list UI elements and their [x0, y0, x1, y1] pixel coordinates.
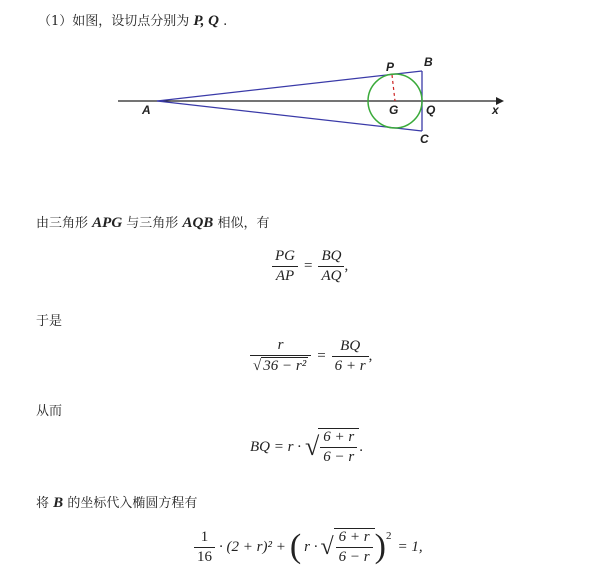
radius-PG — [392, 75, 395, 101]
equals-sign: = — [317, 347, 326, 364]
inner-r: r · — [304, 538, 318, 555]
right-paren: ) — [374, 528, 386, 565]
tangent-points: P, Q — [193, 13, 219, 29]
line1-mid: 与三角形 — [126, 216, 179, 231]
numerator-6-plus-r: 6 + r — [336, 529, 373, 548]
numerator-PG: PG — [272, 248, 298, 267]
header-text: （1）如图，设切点分别为 — [38, 14, 190, 29]
denominator-6-minus-r: 6 − r — [323, 449, 355, 465]
triangle-AQB: AQB — [182, 215, 214, 231]
denominator-AP: AP — [275, 268, 295, 284]
fraction-BQ-6r — [332, 338, 369, 375]
rhs-equals-1: = 1, — [397, 538, 423, 555]
fraction-PG-AP — [272, 248, 298, 285]
comma: , — [368, 347, 373, 364]
middle-term: · (2 + r)² + — [219, 538, 286, 555]
fraction-1-16 — [194, 529, 215, 566]
fraction-6r — [336, 529, 373, 566]
denominator-16: 16 — [197, 548, 212, 565]
label-B: B — [424, 55, 433, 69]
header-end: . — [223, 14, 228, 29]
therefore-text: 于是 — [36, 314, 63, 329]
equation-BQ — [250, 428, 363, 466]
label-x: x — [492, 103, 499, 117]
denominator-sqrt: √ 36 − r² — [253, 358, 307, 374]
numerator-BQ: BQ — [318, 248, 344, 267]
numerator-6-plus-r: 6 + r — [320, 429, 357, 448]
numerator-1: 1 — [194, 529, 215, 548]
exponent-2: 2 — [385, 530, 392, 542]
sqrt-36-r2: 36 − r² — [263, 358, 307, 374]
sqrt-symbol: √ — [304, 432, 320, 461]
label-P: P — [386, 60, 395, 74]
segment-AC — [157, 101, 422, 131]
line4-post: 的坐标代入椭圆方程有 — [67, 496, 198, 511]
numerator-r: r — [250, 337, 311, 356]
numerator-BQ: BQ — [332, 338, 369, 357]
label-A: A — [142, 103, 151, 117]
equation-ratio — [272, 248, 348, 285]
sqrt-body — [334, 528, 375, 566]
triangle-APG: APG — [92, 215, 123, 231]
sqrt-symbol: √ — [320, 533, 334, 560]
denominator-6-minus-r: 6 − r — [338, 549, 370, 565]
substitution-statement — [36, 492, 197, 512]
line4-pre: 将 — [36, 496, 50, 511]
line1-pre: 由三角形 — [36, 216, 89, 231]
geometry-figure — [0, 0, 600, 170]
fraction-BQ-AQ — [318, 248, 344, 285]
left-paren: ( — [289, 528, 302, 565]
equation-ellipse — [194, 528, 423, 566]
period: . — [359, 438, 363, 455]
denominator-6-plus-r: 6 + r — [334, 357, 366, 374]
label-Q: Q — [426, 103, 436, 117]
equals-sign: = — [304, 258, 313, 274]
comma: , — [344, 258, 349, 274]
line1-post: 相似，有 — [217, 216, 270, 231]
label-G: G — [389, 103, 399, 117]
fraction-6r — [320, 429, 357, 466]
denominator-AQ: AQ — [321, 268, 342, 284]
point-B: B — [53, 495, 64, 511]
equation-radius — [250, 337, 372, 375]
label-C: C — [420, 132, 429, 146]
BQ-lhs: BQ = r · — [250, 438, 301, 455]
hence-text: 从而 — [36, 404, 63, 419]
similarity-statement — [36, 212, 269, 232]
segment-AB — [157, 71, 422, 101]
sqrt-body — [318, 428, 359, 466]
fraction-r-sqrt — [250, 337, 311, 375]
